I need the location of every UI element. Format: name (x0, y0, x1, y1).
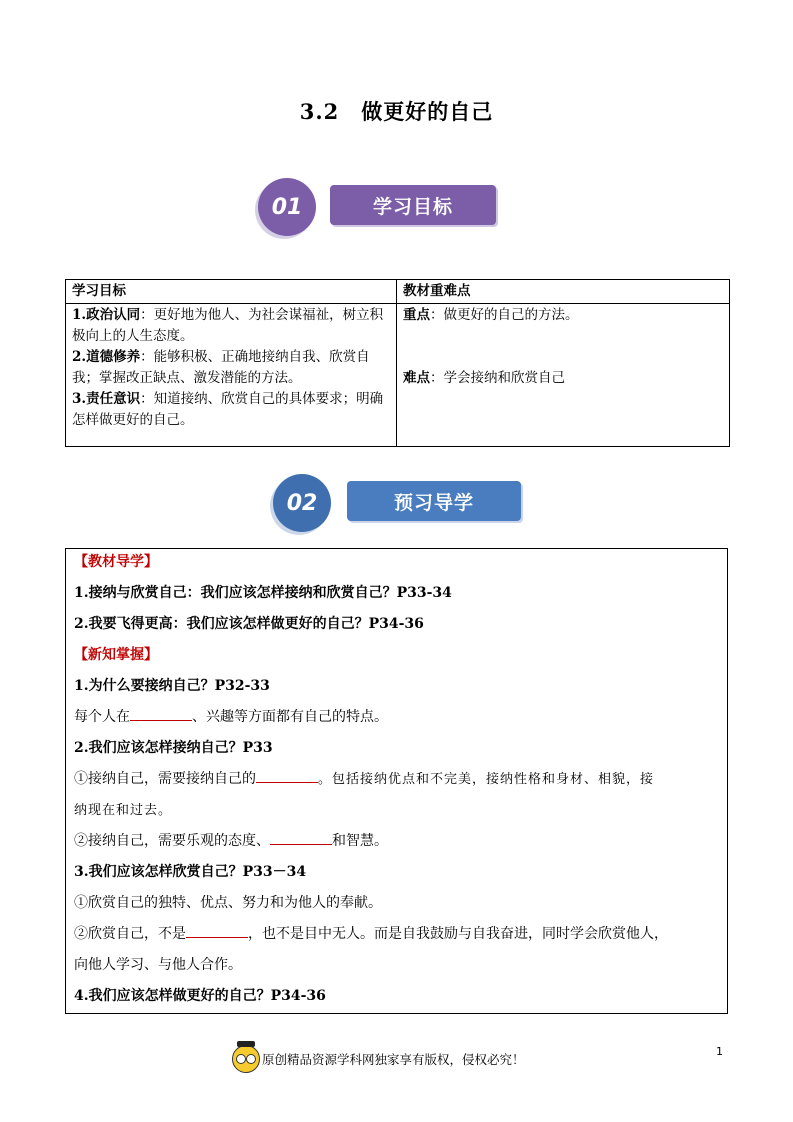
goal-sep: ： (140, 307, 154, 323)
badge-label: 预习导学 (347, 481, 521, 521)
goal-text: 知道接纳、欣赏自己的具体要求；明确怎样做更好的自己。 (72, 391, 384, 428)
key-point (403, 305, 723, 326)
guide-heading-new-knowledge: 【新知掌握】 (74, 647, 158, 663)
badge-number-circle: 01 (258, 178, 316, 236)
fill-blank[interactable] (186, 923, 248, 938)
difficult-point-text: 学会接纳和欣赏自己 (443, 370, 565, 386)
key-points-cell (397, 304, 730, 447)
goal-item (72, 305, 390, 347)
guide-question-2: 2.我要飞得更高：我们应该怎样做更好的自己？P34-36 (74, 616, 424, 632)
goal-label: 1.政治认同 (72, 307, 141, 323)
answer-text: 每个人在 (74, 709, 130, 725)
goal-text: 能够积极、正确地接纳自我、欣赏自我；掌握改正缺点、激发潜能的方法。 (72, 349, 370, 386)
title-text: 做更好的自己 (361, 99, 494, 124)
page-number: 1 (716, 1045, 723, 1058)
difficult-point-sep: ： (430, 370, 444, 386)
key-point-text: 做更好的自己的方法。 (443, 307, 579, 323)
guide-question-1: 1.接纳与欣赏自己：我们应该怎样接纳和欣赏自己？P33-34 (74, 585, 452, 601)
badge-label: 学习目标 (330, 185, 496, 225)
goal-sep: ： (140, 391, 154, 407)
goal-text: 更好地为他人、为社会谋福祉，树立积极向上的人生态度。 (72, 307, 384, 344)
copyright-footer (232, 1045, 525, 1073)
key-point-sep: ： (430, 307, 444, 323)
goal-label: 3.责任意识 (72, 391, 141, 407)
answer-text: 、兴趣等方面都有自己的特点。 (192, 709, 388, 725)
knowledge-answer-2a-cont: 纳现在和过去。 (74, 803, 173, 818)
knowledge-question-2: 2.我们应该怎样接纳自己？P33 (74, 740, 273, 756)
header-key-points: 教材重难点 (397, 280, 730, 304)
badge-number-circle: 02 (273, 474, 331, 532)
knowledge-question-1: 1.为什么要接纳自己？P32-33 (74, 678, 270, 694)
goals-cell (66, 304, 397, 447)
answer-text: ②欣赏自己，不是 (74, 926, 186, 942)
title-number: 3.2 (299, 99, 340, 124)
objectives-table (65, 279, 730, 447)
fill-blank[interactable] (130, 706, 192, 721)
header-learning-goals: 学习目标 (66, 280, 397, 304)
fill-blank[interactable] (270, 830, 332, 845)
answer-text: 和智慧。 (332, 833, 388, 849)
page-title (0, 96, 793, 126)
knowledge-answer-2a (74, 768, 719, 788)
knowledge-answer-2b (74, 830, 719, 850)
copyright-text: 原创精品资源学科网独家享有版权，侵权必究！ (262, 1052, 525, 1067)
knowledge-answer-3b (74, 923, 719, 943)
goal-sep: ： (140, 349, 154, 365)
goal-item (72, 389, 390, 431)
fill-blank[interactable] (256, 768, 318, 783)
preview-guide-box (65, 548, 728, 1014)
key-point-label: 重点 (403, 307, 430, 323)
answer-text: 。包括接纳优点和不完美，接纳性格和身材、相貌，接 (318, 772, 655, 787)
knowledge-answer-3a: ①欣赏自己的独特、优点、努力和为他人的奉献。 (74, 895, 382, 911)
knowledge-question-4: 4.我们应该怎样做更好的自己？P34-36 (74, 988, 326, 1004)
answer-text: ①接纳自己，需要接纳自己的 (74, 771, 256, 787)
knowledge-answer-1 (74, 706, 719, 726)
guide-heading-textbook: 【教材导学】 (74, 554, 158, 570)
difficult-point-label: 难点 (403, 370, 430, 386)
difficult-point (403, 368, 723, 389)
answer-text: ②接纳自己，需要乐观的态度、 (74, 833, 270, 849)
knowledge-question-3: 3.我们应该怎样欣赏自己？P33－34 (74, 864, 307, 880)
goal-label: 2.道德修养 (72, 349, 141, 365)
goal-item (72, 347, 390, 389)
knowledge-answer-3b-cont: 向他人学习、与他人合作。 (74, 957, 242, 973)
owl-logo-icon (232, 1045, 260, 1073)
answer-text: ，也不是目中无人。而是自我鼓励与自我奋进，同时学会欣赏他人， (248, 926, 668, 942)
